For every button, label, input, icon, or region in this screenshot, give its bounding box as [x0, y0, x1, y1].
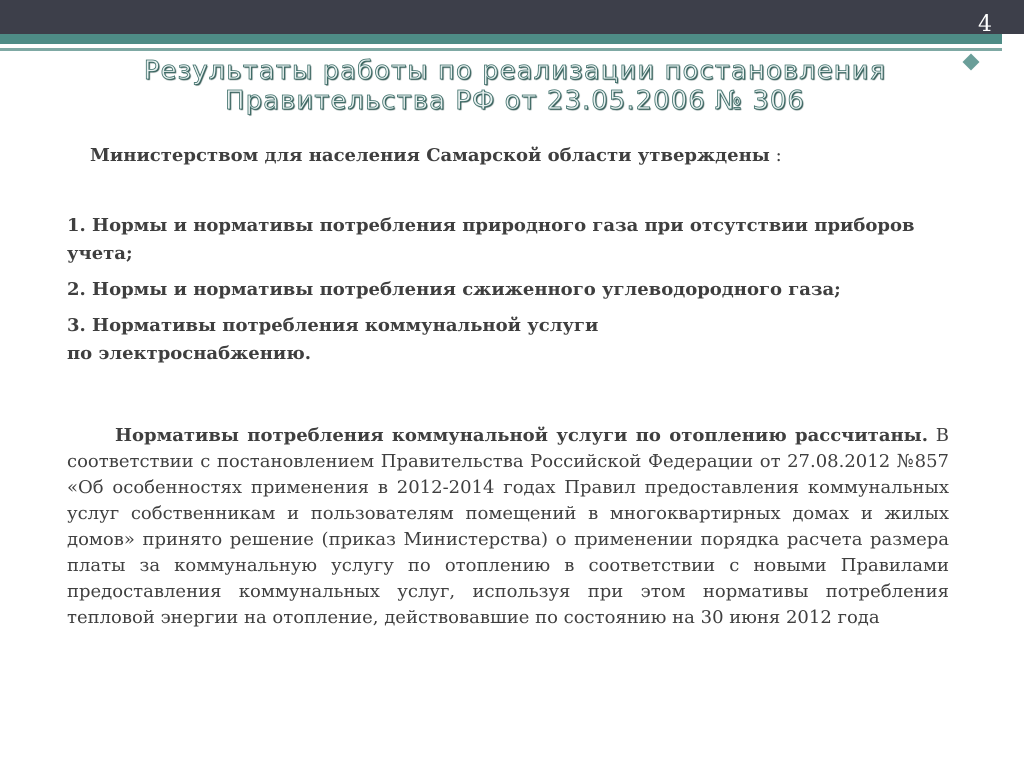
- intro-label: Министерством для населения Самарской области утверждены: [90, 145, 770, 166]
- heating-paragraph: [67, 423, 949, 631]
- norms-list: [67, 212, 947, 376]
- list-item-3-line-1: 3. Нормативы потребления коммунальной услуги: [67, 315, 599, 336]
- slide-title-line-2: Правительства РФ от 23.05.2006 № 306: [225, 86, 805, 116]
- list-item-2: 2. Нормы и нормативы потребления сжиженного углеводородного газа;: [67, 279, 841, 300]
- diamond-icon: [963, 54, 980, 71]
- top-bar: [0, 0, 1024, 34]
- slide-number: 4: [978, 12, 992, 37]
- top-accent-line: [0, 48, 1024, 51]
- list-item-1: 1. Нормы и нормативы потребления природного газа при отсутствии приборов учета;: [67, 215, 915, 264]
- list-item-3: [67, 312, 947, 368]
- corner-panel: [1002, 34, 1024, 78]
- intro-colon: :: [769, 145, 782, 166]
- intro-text: [90, 143, 940, 169]
- slide-title-line-1: Результаты работы по реализации постановления: [143, 56, 887, 86]
- slide-title: [110, 56, 920, 116]
- paragraph-body: В соответствии с постановлением Правительства Российской Федерации от 27.08.2012 №857 «Об особенностях применения в 2012-2014 годах Правил предоставления коммунальных услуг собственникам и пользователям помещений в многоквартирных домах и жилых домов» принято решение (приказ Министерства) о применении порядка расчета размера платы за коммунальную услугу по отоплению в соответствии с новыми Правилами предоставления коммунальных услуг, используя при этом нормативы потребления тепловой энергии на отопление, действовавшие по состоянию на 30 июня 2012 года: [67, 425, 949, 628]
- top-accent-bar: [0, 34, 1024, 44]
- list-item-3-line-2: по электроснабжению.: [67, 343, 311, 364]
- paragraph-lead: Нормативы потребления коммунальной услуги по отоплению рассчитаны.: [115, 425, 928, 446]
